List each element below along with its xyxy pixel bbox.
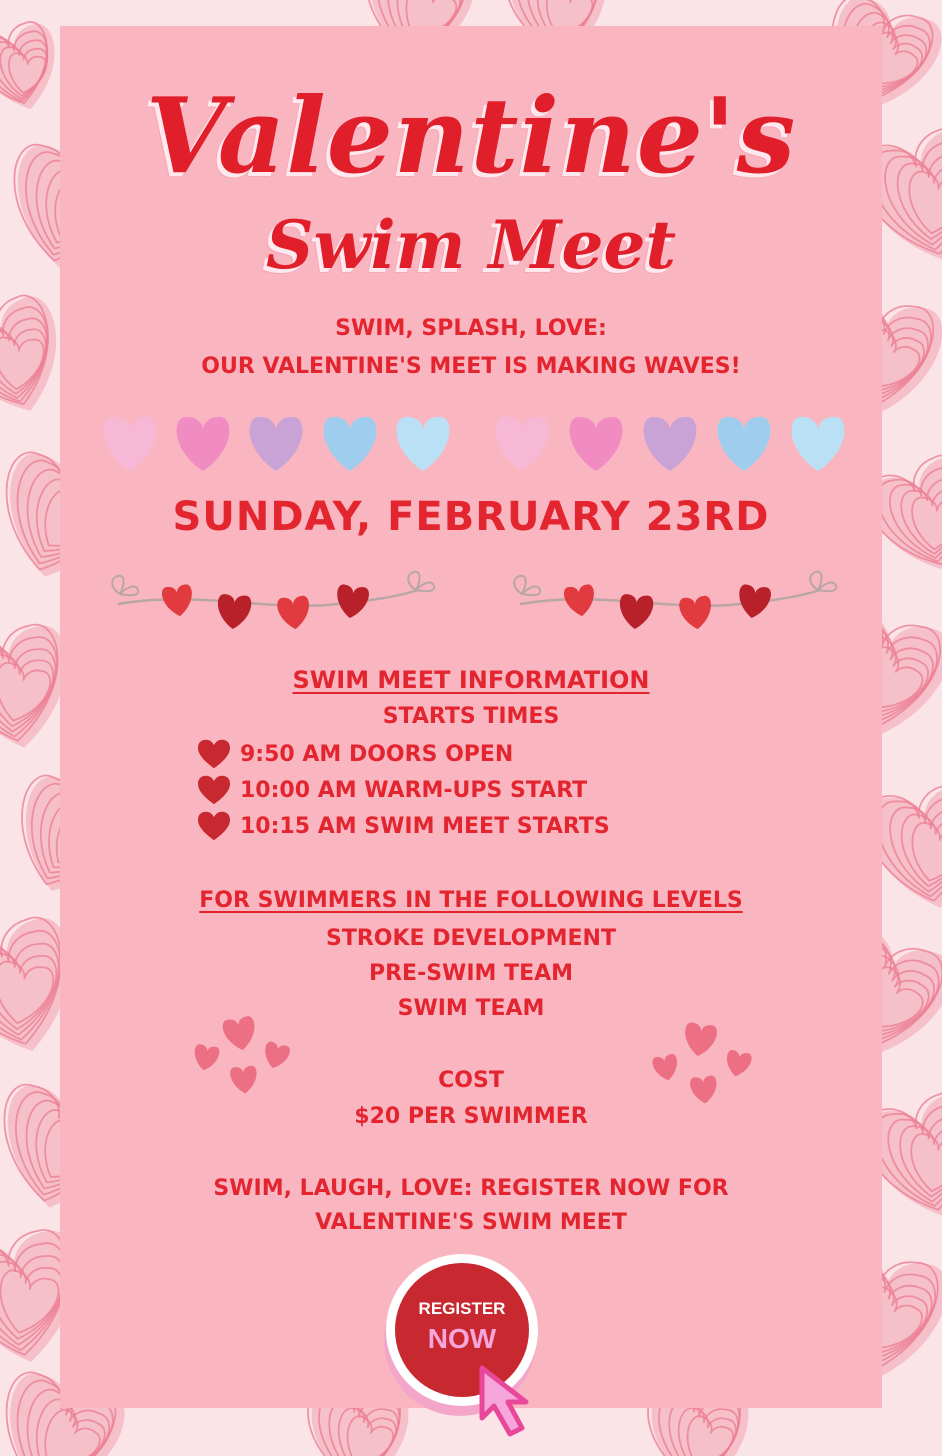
title-line-1: Valentine's bbox=[145, 74, 797, 197]
title-line-2: Swim Meet bbox=[266, 206, 676, 284]
schedule-item-text: 10:00 AM WARM-UPS START bbox=[240, 777, 588, 803]
levels-heading: FOR SWIMMERS IN THE FOLLOWING LEVELS bbox=[199, 888, 743, 913]
cost-value: $20 PER SWIMMER bbox=[354, 1104, 588, 1129]
cost-label: COST bbox=[438, 1068, 504, 1093]
schedule-item-text: 9:50 AM DOORS OPEN bbox=[240, 741, 514, 767]
cursor-arrow-icon bbox=[470, 1358, 560, 1448]
tagline-line-1: SWIM, SPLASH, LOVE: bbox=[335, 316, 607, 341]
cta-line-2: VALENTINE'S SWIM MEET bbox=[315, 1210, 627, 1235]
schedule-item-text: 10:15 AM SWIM MEET STARTS bbox=[240, 813, 610, 839]
level-item: STROKE DEVELOPMENT bbox=[326, 926, 616, 951]
cta-line-1: SWIM, LAUGH, LOVE: REGISTER NOW FOR bbox=[213, 1176, 729, 1201]
tagline-line-2: OUR VALENTINE'S MEET IS MAKING WAVES! bbox=[201, 354, 741, 379]
event-date: SUNDAY, FEBRUARY 23RD bbox=[172, 494, 770, 540]
level-item: PRE-SWIM TEAM bbox=[368, 961, 574, 986]
heart-cluster-icon bbox=[222, 1015, 259, 1052]
register-button-label-1: REGISTER bbox=[418, 1299, 506, 1318]
info-heading: SWIM MEET INFORMATION bbox=[292, 666, 650, 694]
register-button-label-2: NOW bbox=[427, 1323, 497, 1354]
heart-cluster-icon bbox=[261, 1041, 291, 1072]
heart-cluster-icon bbox=[682, 1022, 718, 1059]
info-subheading: STARTS TIMES bbox=[382, 704, 560, 729]
level-item: SWIM TEAM bbox=[397, 996, 545, 1021]
